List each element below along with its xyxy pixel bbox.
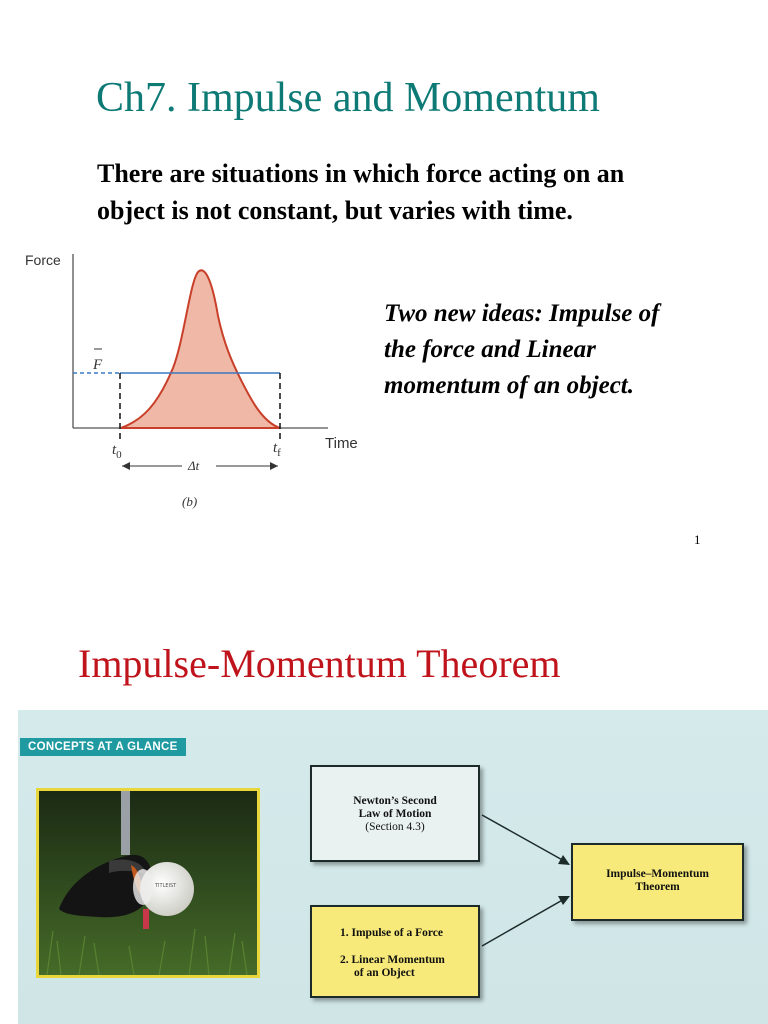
- theorem-line-1: Impulse–Momentum: [606, 868, 709, 880]
- ideas-line-1: Two new ideas: Impulse of: [384, 300, 660, 327]
- ideas-item-2: 2. Linear Momentum: [340, 954, 445, 966]
- page-number: 1: [694, 532, 701, 547]
- ideas-item-1: 1. Impulse of a Force: [340, 927, 443, 939]
- ideas-line-3: momentum of an object.: [384, 372, 634, 399]
- ideas-text: [384, 296, 744, 404]
- golf-club-ball-image: [39, 791, 257, 975]
- tf-label: $t_f$: [273, 440, 281, 459]
- force-pulse-area: [121, 270, 280, 428]
- force-axis-label: Force: [25, 252, 61, 268]
- delta-t-label: Δt: [188, 458, 200, 473]
- impulse-momentum-theorem-box: [571, 843, 744, 921]
- ideas-line-2: the force and Linear: [384, 336, 596, 363]
- graph-caption: (b): [182, 494, 198, 509]
- avg-force-label: F: [93, 357, 103, 373]
- newton-line-2: Law of Motion: [358, 808, 432, 820]
- golf-photo: [36, 788, 260, 978]
- force-time-graph: [18, 244, 378, 524]
- slide2-title: Impulse-Momentum Theorem: [78, 641, 561, 686]
- ideas-item-2-cont: of an Object: [354, 967, 415, 979]
- t0-label: $t_0$: [112, 442, 122, 461]
- intro-text: [97, 155, 737, 229]
- svg-text:TITLEIST: TITLEIST: [155, 883, 177, 889]
- concepts-banner: CONCEPTS AT A GLANCE: [20, 738, 186, 756]
- time-axis-label: Time: [325, 435, 358, 452]
- intro-line-1: There are situations in which force acting on an: [97, 159, 625, 188]
- theorem-line-2: Theorem: [635, 881, 680, 893]
- intro-line-2: object is not constant, but varies with time.: [97, 196, 573, 225]
- delta-arrowhead-right: [270, 462, 278, 470]
- newton-line-1: Newton’s Second: [353, 795, 437, 807]
- newton-line-3: (Section 4.3): [365, 821, 425, 833]
- slide1-title: Ch7. Impulse and Momentum: [96, 75, 600, 121]
- new-ideas-box: [310, 905, 480, 998]
- delta-arrowhead-left: [122, 462, 130, 470]
- newton-second-law-box: [310, 765, 480, 862]
